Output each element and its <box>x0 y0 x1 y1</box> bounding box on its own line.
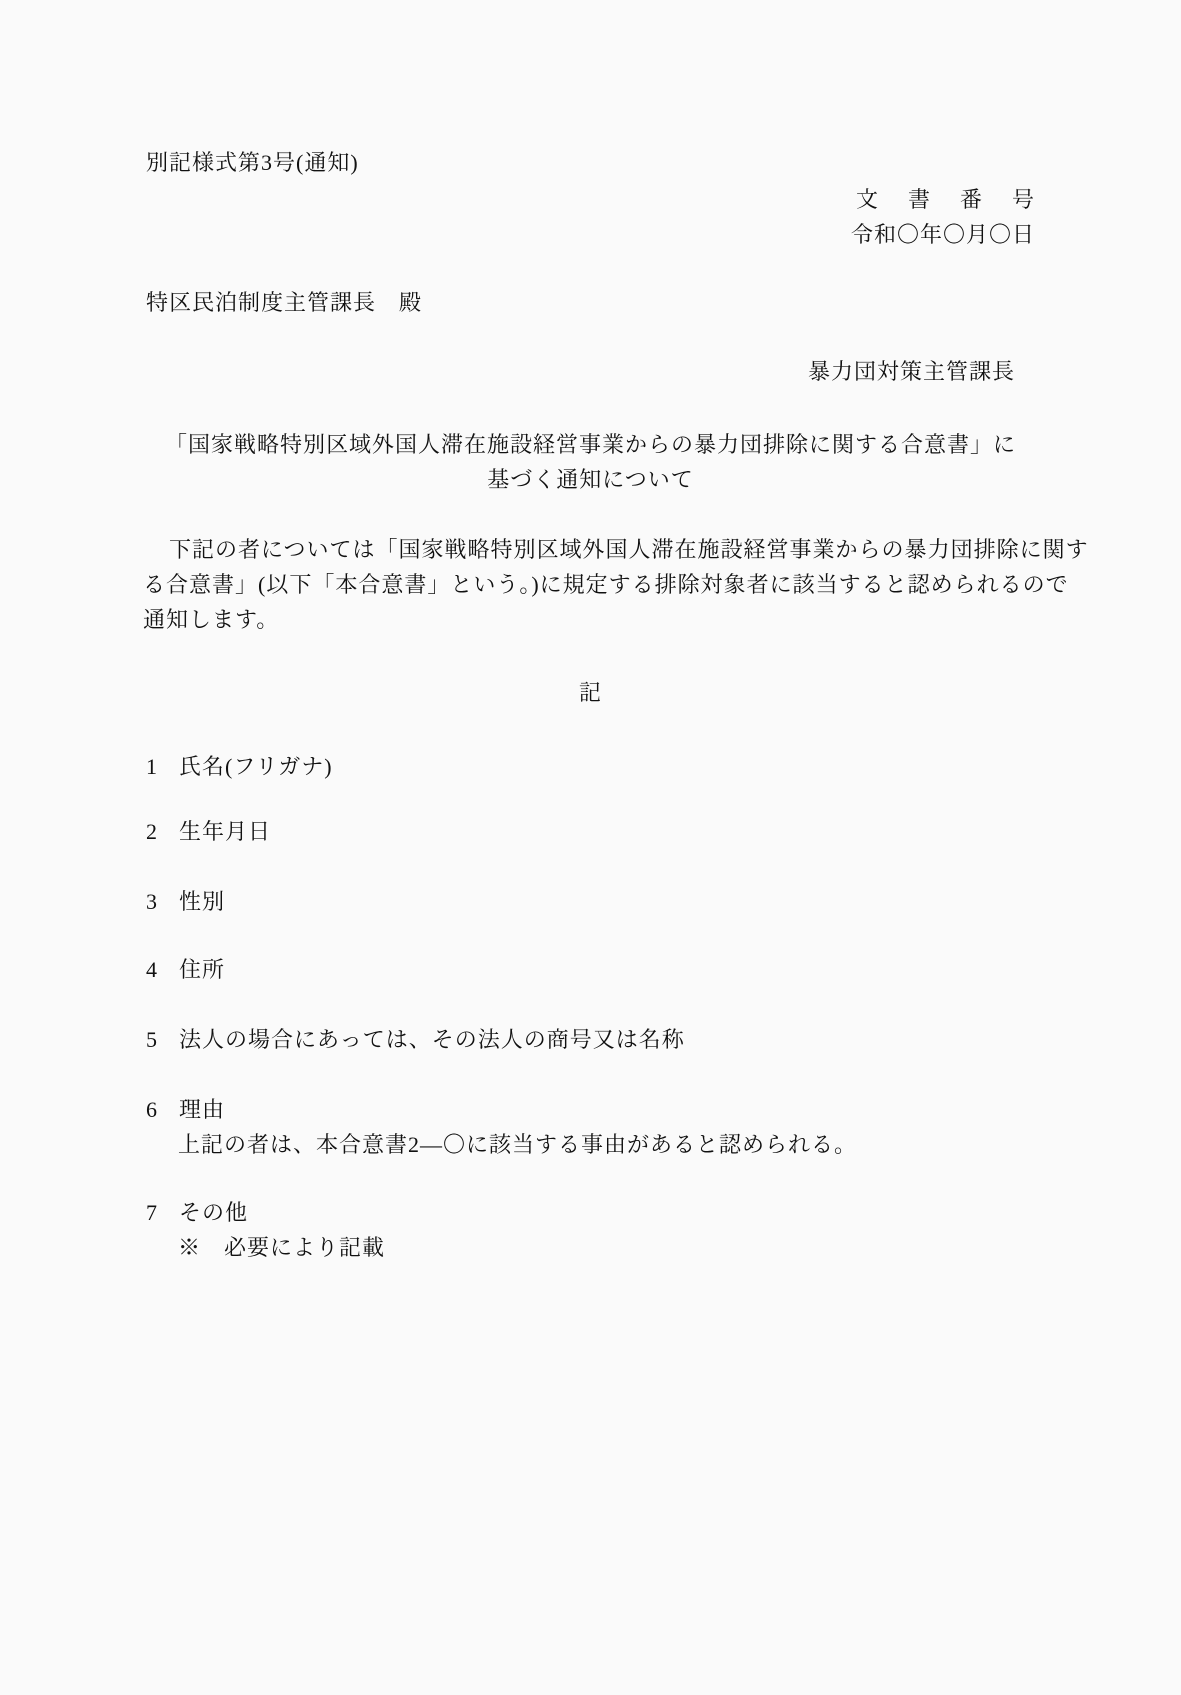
list-item-number: 1 <box>146 754 157 779</box>
list-item-number: 4 <box>146 957 157 982</box>
list-item-number: 3 <box>146 889 157 914</box>
issue-date: 令和〇年〇月〇日 <box>850 222 1035 247</box>
addressee-line: 特区民泊制度主管課長 殿 <box>146 290 423 315</box>
body-paragraph-line3: 通知します。 <box>143 607 280 632</box>
list-item-label: 理由 <box>179 1097 226 1122</box>
list-item-number: 5 <box>146 1027 157 1052</box>
list-item-birthdate <box>146 817 271 847</box>
body-paragraph-line2: る合意書」(以下「本合意書」という。)に規定する排除対象者に該当すると認められるので <box>143 572 1069 597</box>
form-number-label: 別記様式第3号(通知) <box>146 150 359 175</box>
list-item-address <box>146 955 225 985</box>
list-item-number: 6 <box>146 1097 157 1122</box>
list-item-number: 2 <box>146 819 157 844</box>
list-item-label: 生年月日 <box>179 819 272 844</box>
list-item-label: 性別 <box>179 889 226 914</box>
list-item-label: 住所 <box>179 957 226 982</box>
ki-marker: 記 <box>578 680 602 705</box>
body-paragraph-line1: 下記の者については「国家戦略特別区域外国人滞在施設経営事業からの暴力団排除に関す <box>169 537 1089 562</box>
list-item-label: 氏名(フリガナ) <box>179 754 333 779</box>
list-item-reason <box>146 1095 225 1125</box>
list-item-name <box>146 752 333 782</box>
list-item-corporation-name <box>146 1025 685 1055</box>
list-item-label: その他 <box>179 1200 249 1225</box>
reason-detail-text: 上記の者は、本合意書2―〇に該当する事由があると認められる。 <box>178 1132 858 1157</box>
document-number-label: 文 書 番 号 <box>855 187 1038 212</box>
other-note-text: ※ 必要により記載 <box>178 1235 386 1260</box>
list-item-number: 7 <box>146 1200 157 1225</box>
document-title-line1: 「国家戦略特別区域外国人滞在施設経営事業からの暴力団排除に関する合意書」に <box>164 432 1016 457</box>
list-item-sex <box>146 887 225 917</box>
sender-line: 暴力団対策主管課長 <box>807 359 1015 384</box>
list-item-label: 法人の場合にあっては、その法人の商号又は名称 <box>179 1027 685 1052</box>
document-title-line2: 基づく通知について <box>487 467 694 492</box>
list-item-other <box>146 1198 248 1228</box>
